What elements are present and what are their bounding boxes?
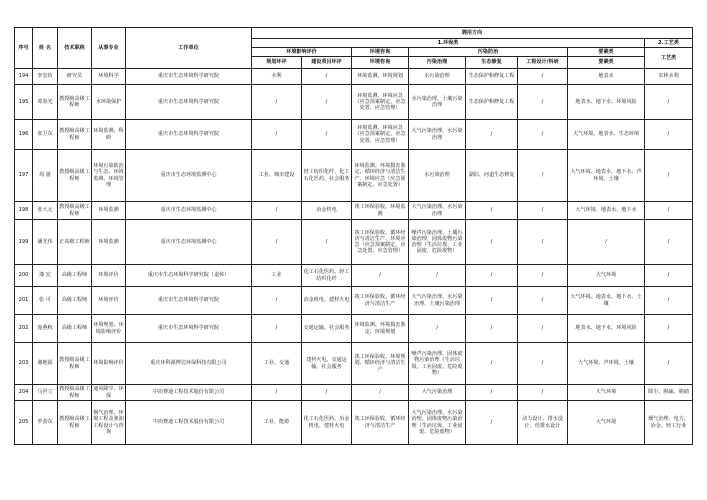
row-plan: 水利 <box>252 69 302 85</box>
row-unit: 重庆市生态环境科学研究院 <box>126 315 252 343</box>
row-consult: 竣工环保验收、循环经济与清洁生产 <box>352 287 409 315</box>
row-design: / <box>518 265 568 287</box>
row-id: 199 <box>15 220 33 265</box>
row-pollution: 水污染治理、土壤污染治理 <box>409 85 466 120</box>
col-name-header: 姓 名 <box>33 28 58 69</box>
row-elements: / <box>568 220 645 265</box>
row-project: / <box>302 385 352 401</box>
row-consult: 竣工环保验收、循环经济与清洁生产、环境应急（应急预案制定、应急处置、应急管理） <box>352 220 409 265</box>
row-craft: / <box>645 150 693 202</box>
col-seq-header: 序号 <box>15 28 33 69</box>
row-eco: / <box>466 265 518 287</box>
row-id: 202 <box>15 315 33 343</box>
row-craft: / <box>645 287 693 315</box>
row-consult: / <box>352 385 409 401</box>
row-design: / <box>518 120 568 150</box>
row-elements: 大气环境、地表水、地下水、土壤 <box>568 287 645 315</box>
table-row <box>15 69 693 85</box>
sub-craft-header: 工艺类 <box>645 48 693 69</box>
table-row <box>15 265 693 287</box>
row-pollution: 大气污染治理、水污染治理 <box>409 202 466 220</box>
row-elements: 大气环境 <box>568 401 645 445</box>
row-craft: / <box>645 343 693 385</box>
table-row <box>15 150 693 202</box>
row-name: 张 可 <box>33 287 58 315</box>
row-design: / <box>518 150 568 202</box>
row-title: 教授级高级工程师 <box>58 401 92 445</box>
row-unit: 中冶赛迪工程技术股份有限公司 <box>126 401 252 445</box>
row-craft: 除尘、脱硫、脱硝 <box>645 385 693 401</box>
row-name: 周 游 <box>33 150 58 202</box>
row-unit: 重庆市生态环境监测中心 <box>126 150 252 202</box>
row-name: 邓春光 <box>33 85 58 120</box>
row-elements: 大气环境 <box>568 265 645 287</box>
row-id: 194 <box>15 69 33 85</box>
col-project-header: 建设项目环评 <box>302 57 352 69</box>
row-title: 教授级高级工程师 <box>58 202 92 220</box>
row-craft: / <box>645 120 693 150</box>
row-design: / <box>518 69 568 85</box>
sub-pollution-header: 污染防治 <box>409 48 568 57</box>
row-project: / <box>302 85 352 120</box>
row-unit: 重庆环科源博达环保科技有限公司 <box>126 343 252 385</box>
col-design-header: 工程设计/科研 <box>518 57 568 69</box>
row-major: 环境评价 <box>92 287 126 315</box>
sub-eia-header: 环境影响评价 <box>252 48 352 57</box>
row-title: 教授级高级工程师 <box>58 343 92 385</box>
row-design: / <box>518 315 568 343</box>
row-project: 建材火电、交通运输、社会服务 <box>302 343 352 385</box>
row-pollution: 水污染治理 <box>409 69 466 85</box>
row-title: 研究员 <box>58 69 92 85</box>
row-major: 通风除尘、环保 <box>93 386 124 399</box>
row-eco: / <box>466 120 518 150</box>
row-unit: 重庆市生态环境科学研究院 <box>126 120 252 150</box>
row-eco: / <box>466 202 518 220</box>
row-elements: 地表水、地下水、环境风险 <box>568 315 645 343</box>
cat2-header: 2.工艺类 <box>645 39 693 48</box>
col-title-header: 技术职称 <box>58 28 92 69</box>
row-unit: 重庆市生态环境科学研究院（退休） <box>126 265 252 287</box>
row-pollution: 噪声污染治理、固体废物污染治理（生活垃圾、工业固废、危险废物） <box>409 343 466 385</box>
row-id: 204 <box>15 385 33 401</box>
row-unit: 重庆市生态环境监测中心 <box>126 202 252 220</box>
row-plan: 工业、城市建设 <box>252 150 302 202</box>
row-pollution: 大气污染治理、水污染治理、土壤污染治理 <box>409 287 466 315</box>
row-design: / <box>518 287 568 315</box>
row-name: 张卫东 <box>33 120 58 150</box>
row-consult: 环境监测、环境应急（应急预案制定、应急处置、应急管理） <box>352 85 409 120</box>
row-eco: / <box>466 343 518 385</box>
row-eco: 生态保护和修复工程 <box>466 69 518 85</box>
row-title: 教授级高级工程师 <box>58 120 92 150</box>
row-unit: 重庆市生态环境监测中心 <box>126 220 252 265</box>
row-elements: 大气环境、地表水、地下水、声环境、土壤 <box>568 150 645 202</box>
row-craft: / <box>645 315 693 343</box>
row-pollution: / <box>409 265 466 287</box>
row-design: / <box>518 385 568 401</box>
col-elements-header: 要素类 <box>568 57 645 69</box>
row-project: 化工石化医药、冶金机电、建材火电 <box>302 401 352 445</box>
row-major: 环境评价 <box>92 265 126 287</box>
row-pollution: 大气污染治理 <box>409 385 466 401</box>
row-plan: / <box>252 85 302 120</box>
sub-elements-header: 要素类 <box>568 48 645 57</box>
row-plan: 工业、交通 <box>252 343 302 385</box>
row-unit: 重庆市生态环境科学研究院 <box>126 287 252 315</box>
row-consult: 竣工环保验收、环境监测 <box>352 202 409 220</box>
row-unit: 中冶赛迪工程技术股份有限公司 <box>126 385 252 401</box>
row-unit: 重庆市生态环境科学研究院 <box>126 85 252 120</box>
row-craft: 烟气治理、电力、冶金、轻工行业 <box>645 401 693 445</box>
row-consult: 竣工环保验收、环境规划、循环经济与清洁生产 <box>352 343 409 385</box>
row-consult: 环境监测、环境应急（应急预案制定、应急处置、应急管理） <box>352 120 409 150</box>
row-elements: 地表水、地下水、环境风险 <box>568 85 645 120</box>
row-elements: 大气环境、地表水、生态环境 <box>568 120 645 150</box>
table-row <box>15 220 693 265</box>
table-row <box>15 343 693 385</box>
row-plan: / <box>252 220 302 265</box>
row-project: 轻工纺织化纤、化工石化医药、社会服务 <box>302 150 352 202</box>
row-name: 庞燕秋 <box>33 315 58 343</box>
row-consult: / <box>352 265 409 287</box>
row-craft: / <box>645 202 693 220</box>
table-row <box>15 315 693 343</box>
row-plan: 工业 <box>252 265 302 287</box>
row-id: 203 <box>15 343 33 385</box>
row-id: 201 <box>15 287 33 315</box>
row-major: 环境污染防治与生态、环境监测、环境管理 <box>92 150 126 202</box>
row-title: 正高级工程师 <box>58 220 92 265</box>
row-project: / <box>302 120 352 150</box>
table-row <box>15 202 693 220</box>
row-plan: / <box>252 315 302 343</box>
row-major: 水环境保护 <box>92 85 126 120</box>
row-unit: 重庆市生态环境科学研究院 <box>126 69 252 85</box>
row-name: 张大元 <box>33 202 58 220</box>
row-id: 200 <box>15 265 33 287</box>
row-id: 197 <box>15 150 33 202</box>
table-row <box>15 401 693 445</box>
row-eco: 生态保护和修复工程 <box>466 85 518 120</box>
row-major: 环境监测 <box>92 220 126 265</box>
row-eco: / <box>466 315 518 343</box>
row-plan: / <box>252 287 302 315</box>
row-id: 205 <box>15 401 33 445</box>
row-elements: 地表水 <box>568 69 645 85</box>
sub-consult-header: 环境咨询 <box>352 48 409 57</box>
table-row <box>15 120 693 150</box>
row-plan: / <box>252 120 302 150</box>
row-plan: / <box>252 202 302 220</box>
row-eco: / <box>466 385 518 401</box>
expert-table <box>14 27 693 445</box>
row-eco: 湖泊、河道生态修复 <box>466 150 518 202</box>
row-design: / <box>518 220 568 265</box>
col-consult-header: 环境咨询 <box>352 57 409 69</box>
row-elements: 大气环境、声环境、土壤 <box>568 343 645 385</box>
row-major: 环境监测、科研 <box>92 120 126 150</box>
cat1-header: 1.环保类 <box>252 39 645 48</box>
col-eco-header: 生态修复 <box>466 57 518 69</box>
row-design: / <box>518 85 568 120</box>
row-major: 环境监测 <box>92 202 126 220</box>
col-major-header: 从事专业 <box>92 28 126 69</box>
row-major: 环境规划、环境影响评价 <box>92 315 126 343</box>
row-consult: 环境监测、环境规划 <box>352 69 409 85</box>
row-craft: / <box>645 220 693 265</box>
row-eco: / <box>466 287 518 315</box>
row-title: 高级工程师 <box>58 315 92 343</box>
row-title: 教授级高级工程师 <box>59 386 90 399</box>
row-elements: 大气环境 <box>568 385 645 401</box>
row-project: / <box>302 69 352 85</box>
row-major: 环境科学 <box>92 69 126 85</box>
row-title: 高级工程师 <box>58 265 92 287</box>
col-pollution-header: 污染治理 <box>409 57 466 69</box>
row-major: 烟气治理、环境工程及驱油工程设计与咨询 <box>92 401 126 445</box>
row-id: 196 <box>15 120 33 150</box>
row-project: 冶金机电 <box>302 202 352 220</box>
row-pollution: 水污染治理 <box>409 150 466 202</box>
direction-header: 聘用方向 <box>252 28 693 39</box>
row-pollution: 大气污染治理、水污染治理 <box>409 120 466 150</box>
row-pollution: / <box>409 315 466 343</box>
row-name: 漆 宏 <box>33 265 58 287</box>
row-consult: 环境监测、环境损害鉴定、循环经济与清洁生产、环境应急（应急预案制定、应急处置） <box>352 150 409 202</box>
col-plan-header: 规划环评 <box>252 57 302 69</box>
row-name: 罗劲东 <box>33 401 58 445</box>
row-id: 195 <box>15 85 33 120</box>
row-project: 冶金机电、建材火电 <box>302 287 352 315</box>
row-design: / <box>518 202 568 220</box>
row-title: 教授级高级工程师 <box>58 150 92 202</box>
row-name: 李宏纺 <box>33 69 58 85</box>
row-title: 教授级高级工程师 <box>58 85 92 120</box>
row-name: 潘光伟 <box>33 220 58 265</box>
row-craft: / <box>645 265 693 287</box>
row-id: 198 <box>15 202 33 220</box>
row-project: 化工石化医药、轻工纺织化纤 <box>302 265 352 287</box>
col-unit-header: 工作单位 <box>126 28 252 69</box>
table-row <box>15 287 693 315</box>
row-project: / <box>302 220 352 265</box>
row-eco: / <box>466 401 518 445</box>
row-consult: 竣工环保验收、循环经济与清洁生产 <box>352 401 409 445</box>
row-craft: / <box>645 85 693 120</box>
table-row <box>15 85 693 120</box>
row-design: 动力设计、排水设计、给排水设计 <box>518 401 568 445</box>
row-elements: 大气环境、地表水、地下水 <box>568 202 645 220</box>
row-pollution: 噪声污染治理、土壤污染治理、固体废物污染治理（生活垃圾、工业固废、危险废物） <box>409 220 466 265</box>
row-plan: 工业、能源 <box>252 401 302 445</box>
row-name: 谢地福 <box>33 343 58 385</box>
row-title: 高级工程师 <box>58 287 92 315</box>
row-name: 马世立 <box>33 385 58 401</box>
row-plan: / <box>252 385 302 401</box>
table-row <box>15 385 693 401</box>
row-craft: 农林水利 <box>645 69 693 85</box>
row-consult: 环境监测、环境损害鉴定、环境规划 <box>352 315 409 343</box>
row-design: / <box>518 343 568 385</box>
row-eco: / <box>466 220 518 265</box>
row-pollution: 大气污染治理、水污染治理、固体废物污染治理（生活垃圾、工业固废、危险废物） <box>409 401 466 445</box>
row-major: 环境影响评价 <box>92 343 126 385</box>
row-project: 交通运输、社会服务 <box>302 315 352 343</box>
